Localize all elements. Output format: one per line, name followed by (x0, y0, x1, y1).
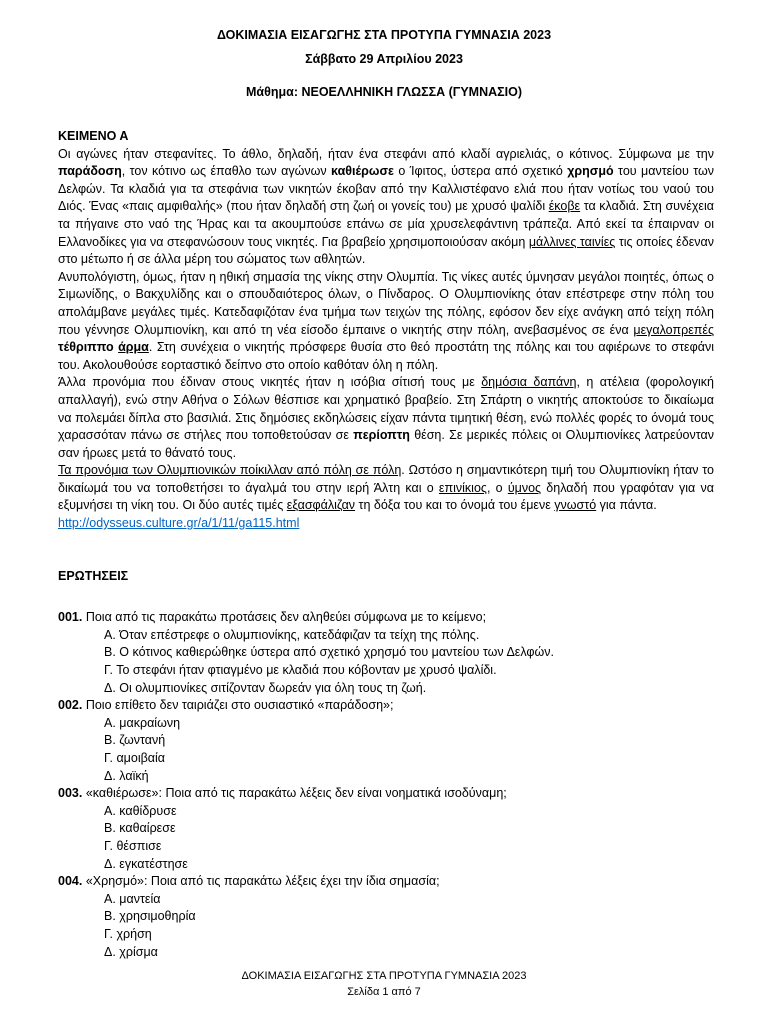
question-text: 002. Ποιο επίθετο δεν ταιριάζει στο ουσιαστικό «παράδοση»; (58, 698, 394, 713)
text-run: . Στη συνέχεια ο νικητής πρόσφερε θυσία στο θεό προστάτη της πόλης και του αφιέρωνε το στεφάνι του. Ακολουθούσε εορταστικό δείπνο στο οποίο καθόταν όλη η πόλη. (58, 340, 714, 372)
question-item (58, 609, 714, 697)
answer-option[interactable]: Γ. χρήση (104, 926, 152, 941)
answer-option[interactable]: Δ. λαϊκή (104, 768, 149, 783)
bold-term: καθιέρωσε (331, 164, 394, 179)
text-run: , τον κότινο ως έπαθλο των αγώνων (121, 164, 332, 179)
question-item (58, 697, 714, 785)
question-number: 001. (58, 610, 83, 625)
source-link[interactable]: http://odysseus.culture.gr/a/1/11/ga115.html (58, 516, 300, 531)
text-run: θέση. Σε μερικές πόλεις οι Ολυμπιονίκες λατρεύονταν σαν ήρωες μετά το θάνατό τους. (58, 428, 714, 460)
answer-option[interactable]: Β. ζωντανή (104, 733, 166, 748)
underlined-term: εξασφάλιζαν (286, 498, 356, 513)
exam-subject: Μάθημα: ΝΕΟΕΛΛΗΝΙΚΗ ΓΛΩΣΣΑ (ΓΥΜΝΑΣΙΟ) (246, 85, 522, 99)
question-text: 004. «Χρησμό»: Ποια από τις παρακάτω λέξεις έχει την ίδια σημασία; (58, 874, 440, 889)
bold-term: άρμα (118, 340, 149, 355)
paragraph-4 (58, 462, 714, 515)
answer-option[interactable]: Β. Ο κότινος καθιερώθηκε ύστερα από σχετικό χρησμό του μαντείου των Δελφών. (104, 645, 554, 660)
answer-option[interactable]: Γ. Το στεφάνι ήταν φτιαγμένο με κλαδιά που κόβονταν με χρυσό ψαλίδι. (104, 663, 497, 678)
text-heading: ΚΕΙΜΕΝΟ Α (58, 129, 129, 143)
question-number: 004. (58, 874, 83, 889)
text-run: Οι αγώνες ήταν στεφανίτες. Το άθλο, δηλαδή, ήταν ένα στεφάνι από κλαδί αγριελιάς, ο κότινος. Σύμφωνα με την (58, 146, 714, 161)
text-run: ο Ίφιτος, ύστερα από σχετικό (393, 164, 568, 179)
bold-term: τέθριππο (58, 340, 114, 355)
bold-term: παράδοση (58, 164, 122, 179)
questions-heading: ΕΡΩΤΗΣΕΙΣ (58, 568, 129, 583)
text-run: δηλαδή που γραφόταν για να εξυμνήσει τη νίκη του. Οι δύο αυτές τιμές (58, 480, 714, 513)
text-run: Ανυπολόγιστη, όμως, ήταν η ηθική σημασία της νίκης στην Ολυμπία. Τις νίκες αυτές ύμνησαν μεγάλοι ποιητές, όπως ο Σιμωνίδης, ο Βακχυλίδης και ο σπουδαιότερος όλων, ο Πίνδαρος. Ο Ολυμπιονίκης όταν επέστρεφε στην πόλη του απολάμβανε μεγάλες τιμές. Κατεδαφιζόταν ένα τμήμα των τειχών της πόλης, εφόσον δεν είχε ανάγκη από τείχη πόλη που γέννησε Ολυμπιονίκη, και από τη νέα είσοδο έμπαινε ο νικητής στην πόλη, ανεβασμένος σε ένα (58, 269, 714, 337)
underlined-term: ύμνος (507, 480, 542, 495)
underlined-term: επινίκιος (438, 480, 487, 495)
underlined-term: μάλλινες ταινίες (528, 234, 616, 249)
exam-title: ΔΟΚΙΜΑΣΙΑ ΕΙΣΑΓΩΓΗΣ ΣΤΑ ΠΡΟΤΥΠΑ ΓΥΜΝΑΣΙΑ 2023 (216, 28, 552, 42)
text-run: . Ωστόσο η σημαντικότερη τιμή του Ολυμπιονίκη ήταν το δικαίωμά του να τοποθετήσει το άγαλμά του στην ιερή Άλτη και ο (58, 463, 714, 495)
answer-option[interactable]: Δ. χρίσμα (104, 944, 158, 959)
document-body (58, 128, 714, 961)
question-text: 003. «καθιέρωσε»: Ποια από τις παρακάτω λέξεις δεν είναι νοηματικά ισοδύναμη; (58, 786, 507, 801)
text-run: του μαντείου των Δελφών. Τα κλαδιά για τα στεφάνια των νικητών έκοβαν από την Καλλιστέφανο ελιά που ήταν νοτίως του ναού του Διός. Ένας «παις αμφιθαλής» (που ήταν δηλαδή στη ζωή οι γονείς του) με χρυσό ψαλίδι (58, 164, 715, 214)
underlined-term: έκοβε (548, 199, 581, 214)
text-run: τις οποίες έδεναν στο μέτωπο ή σε άλλα μέρη του σώματος των αθλητών. (58, 234, 714, 267)
answer-option[interactable]: Δ. Οι ολυμπιονίκες σιτίζονταν δωρεάν για όλη τους τη ζωή. (104, 680, 427, 695)
bold-term: περίοπτη (353, 428, 410, 443)
question-list (58, 609, 714, 961)
answer-option[interactable]: Γ. θέσπισε (104, 838, 162, 853)
question-text: 001. Ποια από τις παρακάτω προτάσεις δεν αληθεύει σύμφωνα με το κείμενο; (58, 610, 487, 625)
text-run: τη δόξα του και το όνομά του έμενε (355, 498, 555, 513)
underlined-term: μεγαλοπρεπές (633, 322, 714, 337)
underlined-term: δημόσια δαπάνη (481, 375, 577, 390)
text-run: τα κλαδιά. Στη συνέχεια τα πήγαινε στο ναό της Ήρας και τα ακουμπούσε επάνω σε μία χρυσελεφάντινη τράπεζα. Από εκεί τα έπαιρναν οι Ελλανοδίκες για να στεφανώσουν τους νικητές. Για βραβείο χρησιμοποιούσαν ακόμη (58, 199, 714, 249)
answer-option[interactable]: Β. καθαίρεσε (104, 821, 176, 836)
answer-option[interactable]: Α. Όταν επέστρεφε ο ολυμπιονίκης, κατεδάφιζαν τα τείχη της πόλης. (104, 627, 480, 642)
answer-option[interactable]: Α. μαντεία (104, 891, 161, 906)
page-number: Σελίδα 1 από 7 (347, 986, 421, 998)
question-item (58, 873, 714, 961)
underlined-term: Τα προνόμια των Ολυμπιονικών ποίκιλλαν από πόλη σε πόλη (58, 463, 402, 478)
text-run: Άλλα προνόμια που έδιναν στους νικητές ήταν η ισόβια σίτισή τους με (58, 375, 482, 390)
question-item (58, 785, 714, 873)
paragraph-3 (58, 374, 714, 462)
question-number: 003. (58, 786, 83, 801)
question-number: 002. (58, 698, 83, 713)
answer-option[interactable]: Γ. αμοιβαία (104, 751, 166, 765)
bold-term: χρησμό (567, 164, 614, 179)
answer-option[interactable]: Α. καθίδρυσε (104, 803, 177, 818)
answer-option[interactable]: Β. χρησιμοθηρία (104, 909, 196, 924)
answer-option[interactable]: Α. μακραίωνη (104, 715, 181, 730)
underlined-term: γνωστό (554, 498, 597, 513)
footer-title: ΔΟΚΙΜΑΣΙΑ ΕΙΣΑΓΩΓΗΣ ΣΤΑ ΠΡΟΤΥΠΑ ΓΥΜΝΑΣΙΑ 2023 (241, 970, 527, 982)
text-run: , η ατέλεια (φορολογική απαλλαγή), ενώ στην Αθήνα ο Σόλων θέσπισε και χρηματικό βραβείο. Στη Σπάρτη ο νικητής αποκτούσε το δικαίωμα να πολεμάει δίπλα στο βασιλιά. Στις δημόσιες εκδηλώσεις είχαν πάντα τιμητική θέση, ενώ πολλές φορές το όνομά τους χαρασσόταν πάνω σε στήλες που τοποθετούσαν σε (58, 375, 714, 443)
paragraph-1 (58, 146, 714, 269)
exam-date: Σάββατο 29 Απριλίου 2023 (305, 52, 463, 66)
text-run: για πάντα. (596, 498, 657, 513)
paragraph-2 (58, 269, 714, 375)
text-run: , ο (486, 480, 508, 495)
answer-option[interactable]: Δ. εγκατέστησε (104, 856, 188, 871)
